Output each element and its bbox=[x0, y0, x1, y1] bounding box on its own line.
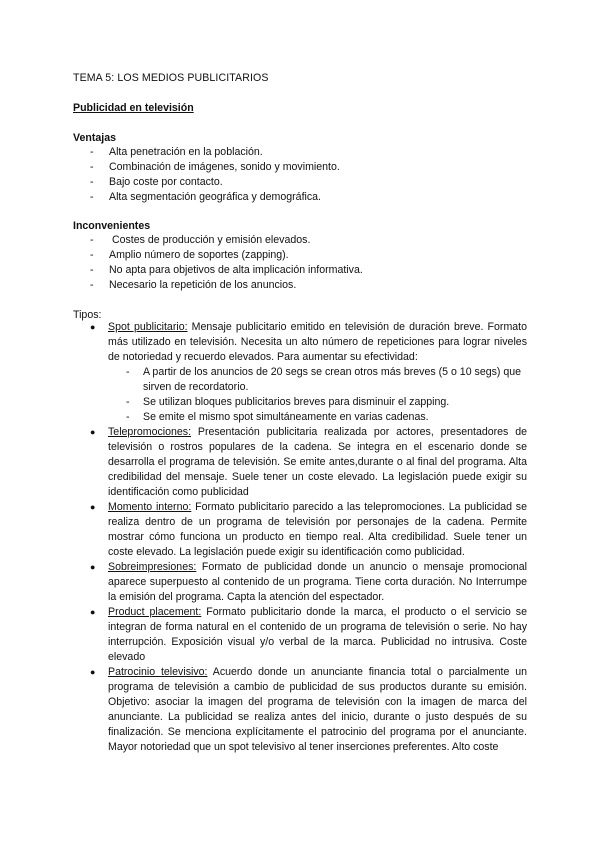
bullet-icon: ● bbox=[90, 562, 96, 572]
tipo-text: Formato publicitario parecido a las telepromociones. La publicidad se realiza dentro de un programa de televisión por personajes de la cadena. Permite mostrar cómo funciona un producto en tiempo real. Alta credibilidad. Suele tener un coste elevado. La legislación puede exigir su identificación como publicidad. bbox=[108, 501, 527, 558]
bullet-icon: ● bbox=[90, 607, 96, 617]
list-item: - Necesario la repetición de los anuncios. bbox=[90, 279, 297, 291]
tipo-spot bbox=[90, 320, 527, 425]
list-item: - No apta para objetivos de alta implicación informativa. bbox=[90, 264, 363, 276]
tipo-text: Presentación publicitaria realizada por actores, presentadores de televisión o rostros populares de la cadena. Se integra en el escenario donde se desarrolla el programa de televisión. Se emite antes,durante o al final del programa. Alta credibilidad del mensaje. Suele tener un coste elevado. La legislación puede exigir su identificación como publicidad bbox=[108, 426, 527, 498]
list-item: - Combinación de imágenes, sonido y movimiento. bbox=[90, 161, 340, 173]
list-item: - Se emite el mismo spot simultáneamente en varias cadenas. bbox=[126, 411, 429, 423]
tipos-list bbox=[90, 320, 527, 755]
tipo-term: Sobreimpresiones: bbox=[108, 561, 197, 573]
bullet-icon: ● bbox=[90, 502, 96, 512]
tipo-telepromociones bbox=[90, 425, 527, 500]
tipo-term: Telepromociones: bbox=[108, 426, 192, 438]
list-item: - Bajo coste por contacto. bbox=[90, 176, 223, 188]
tipo-term: Momento interno: bbox=[108, 501, 192, 513]
ventajas-list bbox=[73, 145, 533, 205]
tipo-patrocinio bbox=[90, 665, 527, 755]
bullet-icon: ● bbox=[90, 322, 96, 332]
tipo-text: Formato de publicidad donde un anuncio o mensaje promocional aparece superpuesto al contenido de un programa. Tiene corta duración. No Interrumpe la emisión del programa. Capta la atención del espectador. bbox=[108, 561, 527, 603]
tipo-momento-interno bbox=[90, 500, 527, 560]
tipo-term: Product placement: bbox=[108, 606, 202, 618]
tipo-term: Patrocinio televisivo: bbox=[108, 666, 208, 678]
tipos-heading: Tipos: bbox=[73, 309, 102, 321]
list-item: - Amplio número de soportes (zapping). bbox=[90, 249, 289, 261]
tipo-text: Formato publicitario donde la marca, el producto o el servicio se integran de forma natural en el contenido de un programa de televisión o serie. No hay interrupción. Exposición visual y/o verbal de la marca. Publicidad no intrusiva. Coste elevado bbox=[108, 606, 527, 663]
tipo-product-placement bbox=[90, 605, 527, 665]
document-title: TEMA 5: LOS MEDIOS PUBLICITARIOS bbox=[73, 72, 269, 84]
inconvenientes-list bbox=[73, 233, 533, 293]
bullet-icon: ● bbox=[90, 667, 96, 677]
tipo-text: Mensaje publicitario emitido en televisión de duración breve. Formato más utilizado en televisión. Necesita un alto número de repeticiones para lograr niveles de notoriedad y recuerdo elevados. Para aumentar su efectividad: bbox=[108, 321, 527, 363]
list-item: - Costes de producción y emisión elevados. bbox=[90, 234, 311, 246]
tipo-sobreimpresiones bbox=[90, 560, 527, 605]
tipo-text: Acuerdo donde un anunciante financia total o parcialmente un programa de televisión a cambio de publicidad de sus productos durante su emisión. Objetivo: asociar la imagen del programa de televisión con la imagen de marca del anunciante. La publicidad se realiza antes del inicio, durante o justo después de su finalización. Se menciona explícitamente el patrocinio del programa por el anunciante. Mayor notoriedad que un spot televisivo al tener inserciones preferentes. Alto coste bbox=[108, 666, 527, 753]
list-item: - Alta segmentación geográfica y demográfica. bbox=[90, 191, 321, 203]
tipo-term: Spot publicitario: bbox=[108, 321, 188, 333]
inconvenientes-heading: Inconvenientes bbox=[73, 220, 151, 232]
bullet-icon: ● bbox=[90, 427, 96, 437]
section-heading-tv: Publicidad en televisión bbox=[73, 102, 194, 114]
ventajas-heading: Ventajas bbox=[73, 132, 116, 144]
list-item: - Alta penetración en la población. bbox=[90, 146, 263, 158]
list-item: - A partir de los anuncios de 20 segs se crean otros más breves (5 o 10 segs) que sirven de recordatorio. bbox=[126, 366, 522, 393]
list-item: - Se utilizan bloques publicitarios breves para disminuir el zapping. bbox=[126, 396, 450, 408]
spot-sublist bbox=[108, 365, 527, 425]
